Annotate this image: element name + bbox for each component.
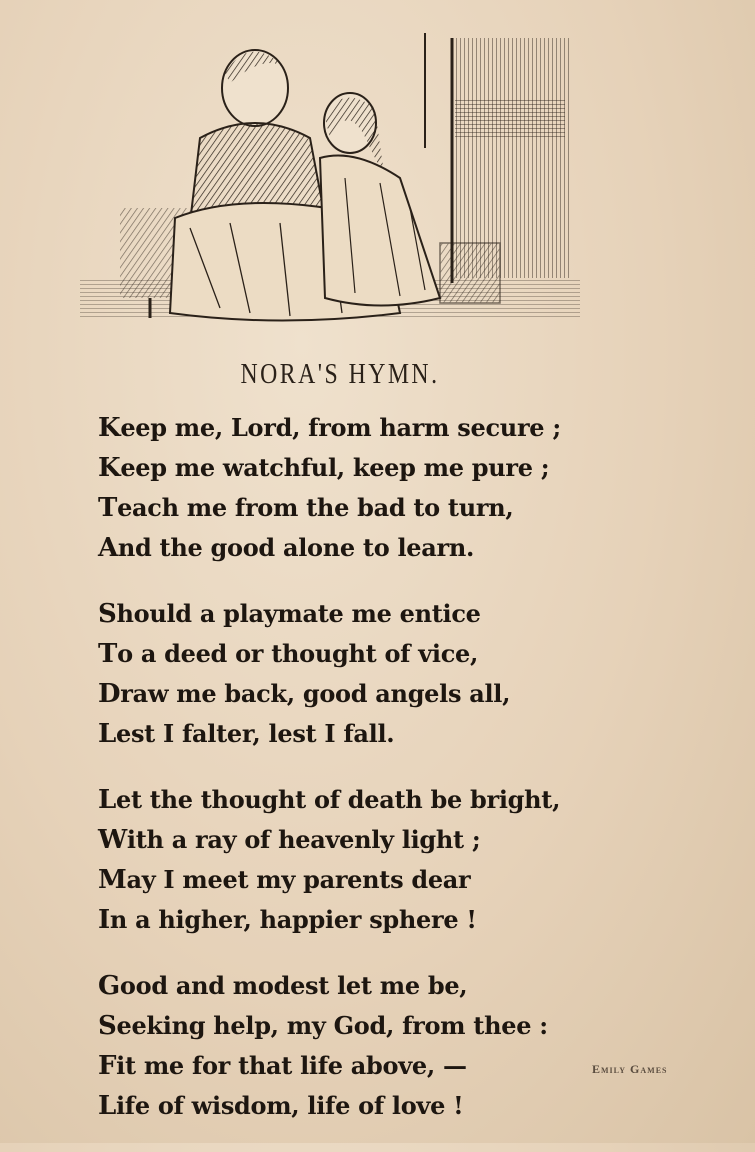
poem-line: Fit me for that life above, — (98, 1051, 467, 1081)
owner-stamp: Emily Games (592, 1062, 668, 1076)
stanza-3 (98, 780, 718, 940)
poem-line: Teach me from the bad to turn, (98, 493, 514, 523)
stanza-1 (98, 408, 718, 568)
poem-line: Good and modest let me be, (98, 971, 468, 1001)
poem-line: In a higher, happier sphere ! (98, 905, 477, 935)
poem-line: Draw me back, good angels all, (98, 679, 511, 709)
poem-line: May I meet my parents dear (98, 865, 471, 895)
poem-line: Lest I falter, lest I fall. (98, 719, 395, 749)
poem-line: And the good alone to learn. (98, 533, 475, 563)
poem-line: Keep me, Lord, from harm secure ; (98, 413, 561, 443)
poem-line: To a deed or thought of vice, (98, 639, 479, 669)
engraving-illustration (80, 28, 580, 328)
stanza-2 (98, 594, 718, 754)
poem-body (98, 408, 718, 1152)
poem-line: Seeking help, my God, from thee : (98, 1011, 548, 1041)
stanza-4 (98, 966, 718, 1126)
poem-title: NORA'S HYMN. (240, 358, 440, 390)
poem-line: Keep me watchful, keep me pure ; (98, 453, 550, 483)
poem-line: Life of wisdom, life of love ! (98, 1091, 464, 1121)
poem-line: Let the thought of death be bright, (98, 785, 561, 815)
poem-line: Should a playmate me entice (98, 599, 481, 629)
poem-line: With a ray of heavenly light ; (98, 825, 481, 855)
